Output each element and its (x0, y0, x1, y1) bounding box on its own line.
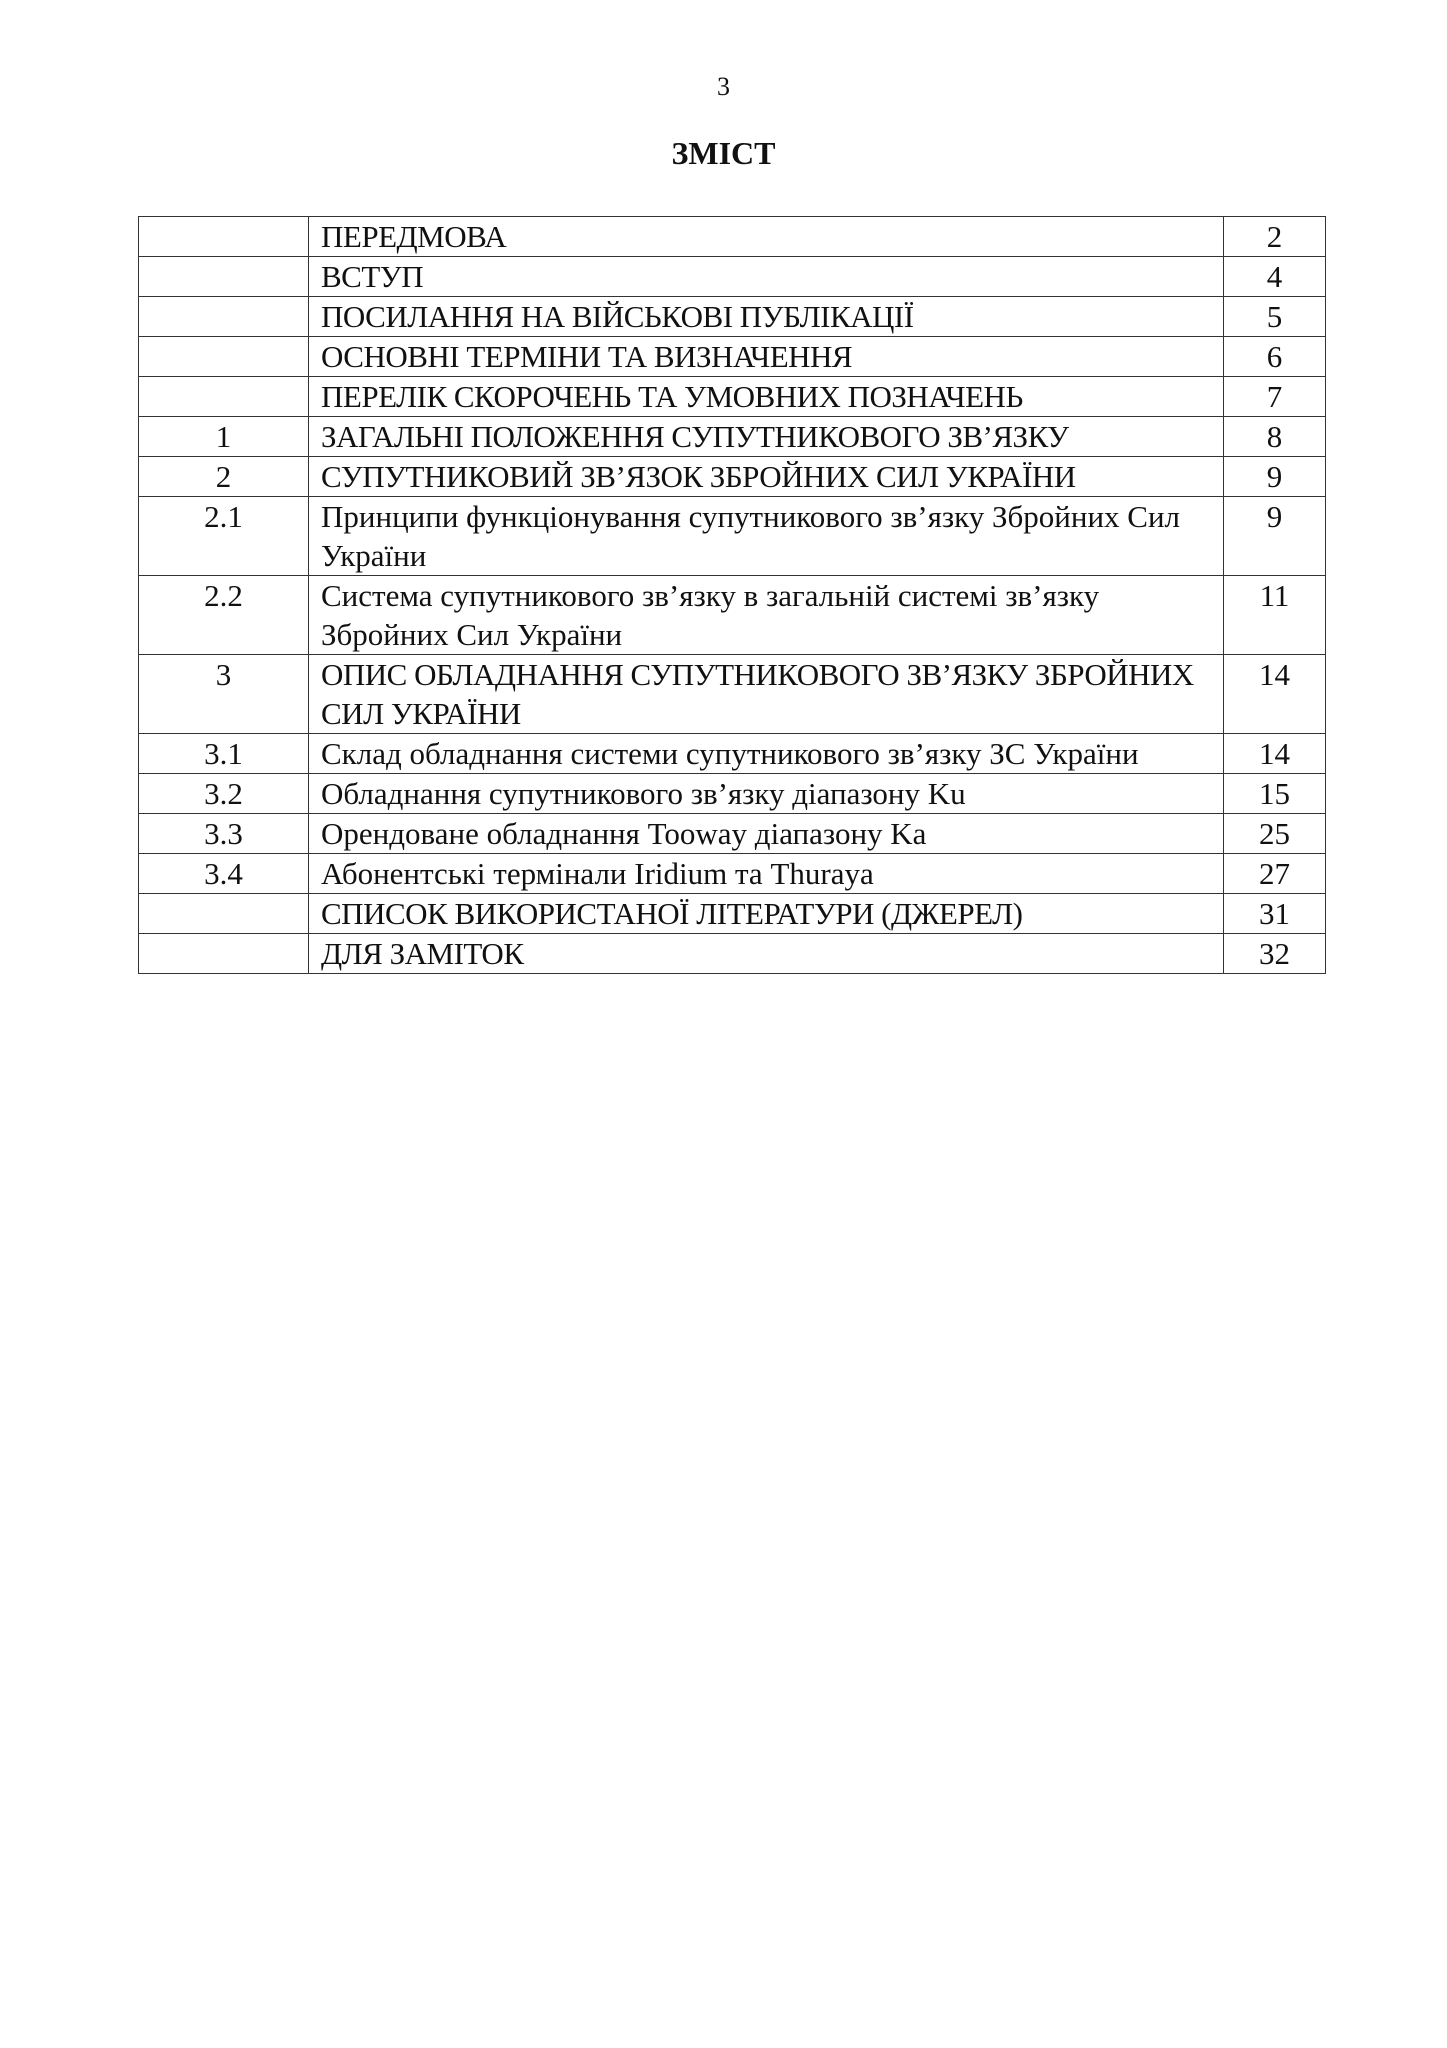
toc-section-number (139, 217, 309, 257)
toc-row (139, 257, 1326, 297)
toc-section-number: 1 (139, 417, 309, 457)
toc-section-title: Обладнання супутникового зв’язку діапазону Ku (309, 774, 1224, 814)
toc-row (139, 655, 1326, 734)
toc-section-title: Система супутникового зв’язку в загальній системі зв’язку Збройних Сил України (309, 576, 1224, 655)
toc-section-number: 3 (139, 655, 309, 734)
toc-row (139, 894, 1326, 934)
toc-section-number (139, 377, 309, 417)
toc-section-number: 2 (139, 457, 309, 497)
toc-section-title: ПЕРЕДМОВА (309, 217, 1224, 257)
toc-section-title: Орендоване обладнання Tooway діапазону Ka (309, 814, 1224, 854)
toc-row (139, 576, 1326, 655)
toc-section-number (139, 257, 309, 297)
toc-row (139, 814, 1326, 854)
toc-section-title: ВСТУП (309, 257, 1224, 297)
toc-page-number: 31 (1224, 894, 1326, 934)
toc-section-title: ПОСИЛАННЯ НА ВІЙСЬКОВІ ПУБЛІКАЦІЇ (309, 297, 1224, 337)
page-title: ЗМІСТ (671, 135, 776, 171)
toc-page-number: 9 (1224, 457, 1326, 497)
toc-page-number: 27 (1224, 854, 1326, 894)
toc-section-title: ЗАГАЛЬНІ ПОЛОЖЕННЯ СУПУТНИКОВОГО ЗВ’ЯЗКУ (309, 417, 1224, 457)
toc-row (139, 217, 1326, 257)
toc-row (139, 734, 1326, 774)
table-of-contents (138, 216, 1326, 974)
toc-section-title: ДЛЯ ЗАМІТОК (309, 934, 1224, 974)
toc-page-number: 4 (1224, 257, 1326, 297)
toc-section-number: 2.1 (139, 497, 309, 576)
toc-page-number: 15 (1224, 774, 1326, 814)
toc-section-number: 2.2 (139, 576, 309, 655)
toc-page-number: 14 (1224, 734, 1326, 774)
toc-page-number: 8 (1224, 417, 1326, 457)
toc-row (139, 377, 1326, 417)
toc-row (139, 497, 1326, 576)
toc-section-title: ОСНОВНІ ТЕРМІНИ ТА ВИЗНАЧЕННЯ (309, 337, 1224, 377)
toc-row (139, 774, 1326, 814)
toc-page-number: 2 (1224, 217, 1326, 257)
toc-page-number: 6 (1224, 337, 1326, 377)
toc-section-number: 3.3 (139, 814, 309, 854)
toc-section-title: ПЕРЕЛІК СКОРОЧЕНЬ ТА УМОВНИХ ПОЗНАЧЕНЬ (309, 377, 1224, 417)
toc-section-number (139, 934, 309, 974)
toc-row (139, 934, 1326, 974)
toc-row (139, 854, 1326, 894)
toc-section-number (139, 894, 309, 934)
toc-row (139, 297, 1326, 337)
toc-row (139, 337, 1326, 377)
toc-page-number: 7 (1224, 377, 1326, 417)
toc-page-number: 32 (1224, 934, 1326, 974)
toc-section-title: ОПИС ОБЛАДНАННЯ СУПУТНИКОВОГО ЗВ’ЯЗКУ ЗБРОЙНИХ СИЛ УКРАЇНИ (309, 655, 1224, 734)
toc-section-number: 3.1 (139, 734, 309, 774)
toc-section-number (139, 297, 309, 337)
toc-section-title: СУПУТНИКОВИЙ ЗВ’ЯЗОК ЗБРОЙНИХ СИЛ УКРАЇНИ (309, 457, 1224, 497)
page-number: 3 (717, 72, 730, 101)
toc-page-number: 25 (1224, 814, 1326, 854)
toc-page-number: 14 (1224, 655, 1326, 734)
toc-page-number: 5 (1224, 297, 1326, 337)
toc-section-title: СПИСОК ВИКОРИСТАНОЇ ЛІТЕРАТУРИ (ДЖЕРЕЛ) (309, 894, 1224, 934)
toc-row (139, 457, 1326, 497)
toc-page-number: 11 (1224, 576, 1326, 655)
toc-section-title: Абонентські термінали Iridium та Thuraya (309, 854, 1224, 894)
toc-row (139, 417, 1326, 457)
toc-section-title: Принципи функціонування супутникового зв’язку Збройних Сил України (309, 497, 1224, 576)
toc-section-number (139, 337, 309, 377)
toc-section-number: 3.2 (139, 774, 309, 814)
toc-page-number: 9 (1224, 497, 1326, 576)
toc-section-number: 3.4 (139, 854, 309, 894)
toc-section-title: Склад обладнання системи супутникового зв’язку ЗС України (309, 734, 1224, 774)
